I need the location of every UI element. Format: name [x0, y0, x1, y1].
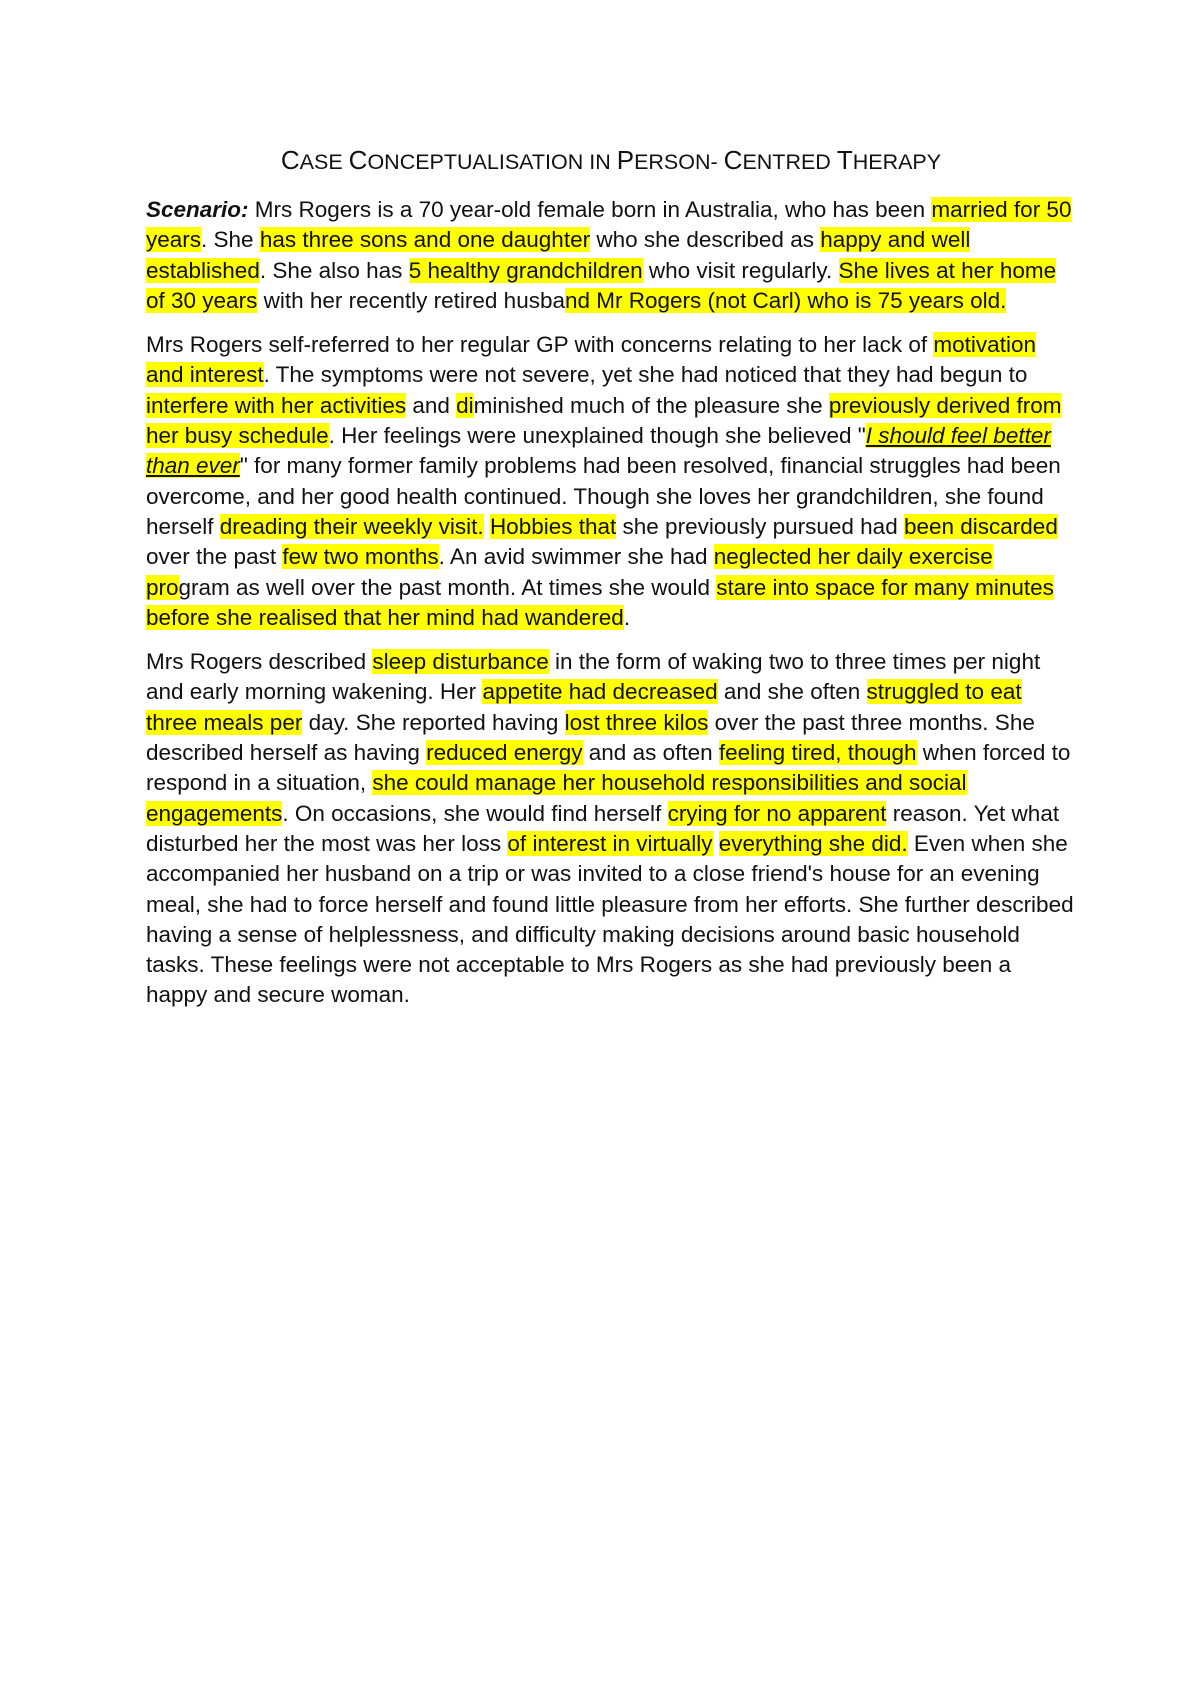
highlighted-text: interfere with her activities	[146, 392, 407, 418]
title-initial: T	[836, 145, 853, 175]
title-text: ASE	[299, 150, 349, 174]
paragraph-text: . Her feelings were unexplained though she believed "	[328, 423, 866, 449]
paragraph-text: . On occasions, she would find herself	[282, 800, 668, 826]
highlighted-text: crying for no apparent	[667, 800, 887, 826]
title-text: ONCEPTUALISATION IN	[367, 150, 617, 174]
paragraph-text: with her recently retired husba	[257, 287, 565, 313]
paragraph-text: when forced to respond in a situation,	[146, 740, 1071, 796]
document-content	[146, 145, 1076, 1025]
paragraph-text: .	[623, 604, 631, 630]
paragraph-text: Mrs Rogers described	[146, 649, 373, 675]
highlighted-text: She lives at her home of 30 years	[146, 257, 1057, 313]
scenario-label: Scenario:	[146, 197, 249, 222]
title-text: HERAPY	[852, 150, 942, 174]
highlighted-text: motivation and interest	[146, 332, 1036, 388]
highlighted-text: pro	[146, 574, 179, 600]
highlighted-text: feeling tired, though	[718, 740, 917, 766]
paragraph-text: gram as well over the past month. At times she would	[178, 574, 717, 600]
highlighted-text: few two months	[282, 544, 439, 570]
highlighted-text: stare into space for many minutes before she realised that her mind had wandered	[146, 574, 1054, 630]
highlighted-text: she could manage her household responsibilities and social engagements	[146, 770, 967, 826]
paragraph-text: reason. Yet what disturbed her the most was her loss	[146, 800, 1060, 856]
document-body	[146, 195, 1076, 1011]
paragraph-text: over the past	[146, 544, 283, 570]
title-initial: C	[348, 145, 368, 175]
highlighted-text: struggled to eat three meals per	[146, 679, 1022, 735]
highlighted-text: neglected her daily exercise	[713, 544, 993, 570]
highlighted-text: 5 healthy grandchildren	[408, 257, 643, 283]
title-initial: C	[723, 145, 743, 175]
body-paragraph	[146, 647, 1076, 1011]
paragraph-text: in the form of waking two to three times per night and early morning wakening. Her	[146, 649, 1041, 705]
highlighted-text: everything she did.	[718, 830, 908, 856]
highlighted-text: dreading their weekly visit.	[219, 513, 484, 539]
highlighted-text: been discarded	[903, 513, 1058, 539]
highlighted-text: sleep disturbance	[372, 649, 549, 675]
highlighted-text: happy and well established	[146, 227, 971, 283]
highlighted-text: Hobbies that	[489, 513, 617, 539]
paragraph-text: who visit regularly.	[642, 257, 839, 283]
highlighted-text: of interest in virtually	[507, 830, 713, 856]
paragraph-text: . The symptoms were not severe, yet she had noticed that they had begun to	[263, 362, 1028, 388]
paragraph-text: Mrs Rogers self-referred to her regular GP with concerns relating to her lack of	[146, 332, 934, 358]
paragraph-text: and	[406, 392, 457, 418]
body-paragraph	[146, 330, 1076, 633]
paragraph-text	[713, 831, 719, 856]
paragraph-text: Mrs Rogers is a 70 year-old female born in Australia, who has been	[248, 197, 932, 222]
highlighted-text: appetite had decreased	[482, 679, 718, 705]
highlighted-text: lost three kilos	[564, 709, 709, 735]
paragraph-text: . She	[201, 227, 260, 253]
title-text: ENTRED	[742, 150, 837, 174]
document-title	[146, 145, 1076, 177]
title-text: ERSON-	[634, 150, 724, 174]
highlighted-text: I should feel better than ever	[146, 423, 1051, 479]
highlighted-text: nd Mr Rogers (not Carl) who is 75 years old.	[564, 287, 1007, 313]
paragraph-text: and as often	[582, 740, 719, 766]
highlighted-text: reduced energy	[426, 740, 583, 766]
title-initial: C	[280, 145, 300, 175]
paragraph-text: Even when she accompanied her husband on a trip or was invited to a close friend's house for an evening meal, she had to force herself and found little pleasure from her efforts. She further described having a sense of helplessness, and difficulty making decisions around basic household tasks. These feelings were not acceptable to Mrs Rogers as she had previously been a happy and secure woman.	[146, 830, 1074, 1008]
title-initial: P	[616, 145, 635, 175]
paragraph-text	[484, 514, 490, 539]
body-paragraph	[146, 195, 1076, 316]
paragraph-text: " for many former family problems had been resolved, financial struggles had been overcome, and her good health continued. Though she loves her grandchildren, she found herself	[146, 453, 1061, 539]
paragraph-text: minished much of the pleasure she	[473, 392, 829, 418]
highlighted-text: di	[456, 392, 474, 418]
paragraph-text: and she often	[717, 679, 867, 705]
paragraph-text: over the past three months. She described herself as having	[146, 709, 1035, 766]
highlighted-text: previously derived from her busy schedule	[146, 392, 1062, 449]
paragraph-text: who she described as	[590, 227, 821, 253]
highlighted-text: married for 50 years	[146, 197, 1072, 253]
paragraph-text: day. She reported having	[302, 709, 565, 735]
paragraph-text: . An avid swimmer she had	[438, 544, 714, 570]
paragraph-text: she previously pursued had	[616, 513, 904, 539]
paragraph-text: . She also has	[259, 257, 409, 283]
highlighted-text: has three sons and one daughter	[259, 227, 591, 253]
